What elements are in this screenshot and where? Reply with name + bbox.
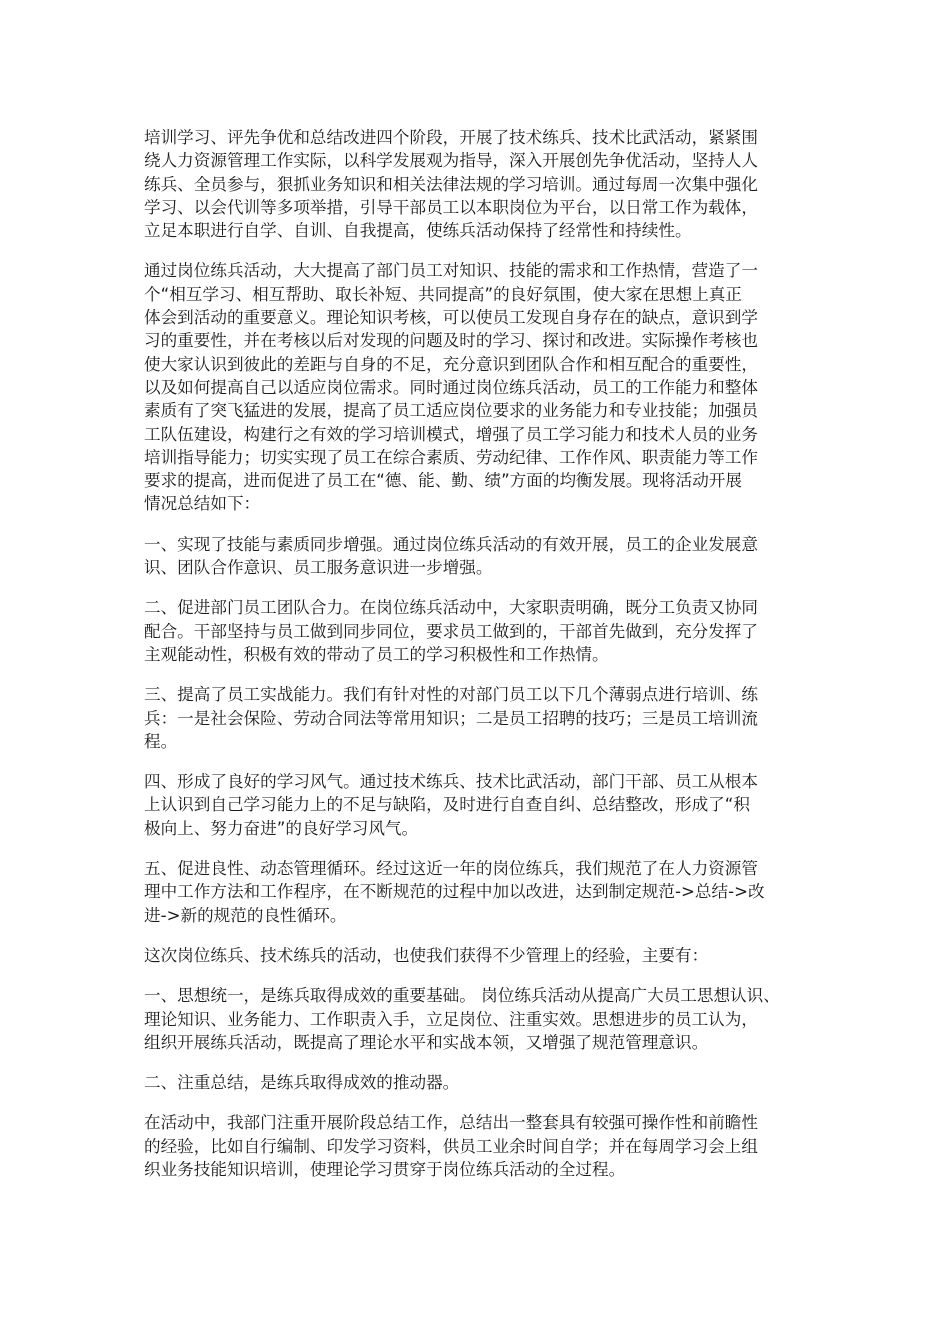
text-line: 培训学习、评先争优和总结改进四个阶段，开展了技术练兵、技术比武活动，紧紧围	[144, 128, 758, 147]
paragraph	[144, 770, 808, 840]
text-line: 进->新的规范的良性循环。	[144, 905, 347, 925]
document-body	[144, 126, 808, 1198]
text-line: 立足本职进行自学、自训、自我提高，使练兵活动保持了经常性和持续性。	[144, 221, 692, 241]
paragraph	[144, 984, 808, 1054]
text-line: 理中工作方法和工作程序，在不断规范的过程中加以改进，达到制定规范->总结->改	[144, 882, 765, 902]
text-line: 二、注重总结，是练兵取得成效的推动器。	[144, 1073, 460, 1093]
paragraph	[144, 1111, 808, 1181]
text-line: 在活动中，我部门注重开展阶段总结工作，总结出一整套具有较强可操作性和前瞻性	[144, 1113, 758, 1133]
paragraph	[144, 533, 808, 580]
text-line: 三、提高了员工实战能力。我们有针对性的对部门员工以下几个薄弱点进行培训、练	[144, 685, 758, 705]
text-line: 情况总结如下：	[144, 494, 261, 514]
paragraph	[144, 944, 808, 967]
text-line: 学习、以会代训等多项举措，引导干部员工以本职岗位为平台，以日常工作为载体，	[144, 197, 758, 217]
text-line: 素质有了突飞猛进的发展，提高了员工适应岗位要求的业务能力和专业技能；加强员	[144, 401, 758, 421]
text-line: 使大家认识到彼此的差距与自身的不足，充分意识到团队合作和相互配合的重要性，	[144, 354, 758, 374]
text-line: 绕人力资源管理工作实际，以科学发展观为指导，深入开展创先争优活动，坚持人人	[144, 151, 758, 171]
text-line: 通过岗位练兵活动，大大提高了部门员工对知识、技能的需求和工作热情，营造了一	[144, 261, 758, 281]
text-line: 个“相互学习、相互帮助、取长补短、共同提高”的良好氛围，使大家在思想上真正	[144, 284, 742, 304]
text-line: 五、促进良性、动态管理循环。经过这近一年的岗位练兵，我们规范了在人力资源管	[144, 859, 758, 879]
text-line: 兵：一是社会保险、劳动合同法等常用知识；二是员工招聘的技巧；三是员工培训流	[144, 708, 758, 728]
text-line: 上认识到自己学习能力上的不足与缺陷，及时进行自查自纠、总结整改，形成了“积	[144, 795, 750, 815]
paragraph	[144, 683, 808, 753]
text-line: 要求的提高，进而促进了员工在“德、能、勤、绩”方面的均衡发展。现将活动开展	[144, 471, 742, 491]
text-line: 的经验，比如自行编制、印发学习资料，供员工业余时间自学；并在每周学习会上组	[144, 1136, 758, 1156]
text-line: 以及如何提高自己以适应岗位需求。同时通过岗位练兵活动，员工的工作能力和整体	[144, 377, 758, 397]
text-line: 二、促进部门员工团队合力。在岗位练兵活动中，大家职责明确，既分工负责又协同	[144, 598, 758, 618]
text-line: 体会到活动的重要意义。理论知识考核，可以使员工发现自身存在的缺点，意识到学	[144, 308, 758, 328]
text-line: 工队伍建设，构建行之有效的学习培训模式，增强了员工学习能力和技术人员的业务	[144, 424, 758, 444]
text-line: 配合。干部坚持与员工做到同步同位，要求员工做到的，干部首先做到，充分发挥了	[144, 621, 758, 641]
text-line: 主观能动性，积极有效的带动了员工的学习积极性和工作热情。	[144, 644, 609, 664]
paragraph	[144, 1071, 808, 1094]
text-line: 识、团队合作意识、员工服务意识进一步增强。	[144, 558, 493, 578]
text-line: 这次岗位练兵、技术练兵的活动，也使我们获得不少管理上的经验，主要有：	[144, 945, 709, 965]
text-line: 四、形成了良好的学习风气。通过技术练兵、技术比武活动，部门干部、员工从根本	[144, 772, 758, 792]
paragraph	[144, 596, 808, 666]
text-line: 组织开展练兵活动，既提高了理论水平和实战本领，又增强了规范管理意识。	[144, 1032, 709, 1052]
text-line: 程。	[144, 731, 178, 751]
paragraph	[144, 857, 808, 927]
text-line: 极向上、努力奋进”的良好学习风气。	[144, 818, 419, 838]
paragraph	[144, 126, 808, 242]
text-line: 练兵、全员参与，狠抓业务知识和相关法律法规的学习培训。通过每周一次集中强化	[144, 174, 758, 194]
paragraph	[144, 259, 808, 515]
text-line: 理论知识、业务能力、工作职责入手，立足岗位、注重实效。思想进步的员工认为，	[144, 1009, 758, 1029]
text-line: 习的重要性，并在考核以后对发现的问题及时的学习、探讨和改进。实际操作考核也	[144, 331, 758, 351]
text-line: 一、实现了技能与素质同步增强。通过岗位练兵活动的有效开展，员工的企业发展意	[144, 534, 758, 554]
text-line: 培训指导能力；切实实现了员工在综合素质、劳动纪律、工作作风、职责能力等工作	[144, 447, 758, 467]
text-line: 织业务技能知识培训，使理论学习贯穿于岗位练兵活动的全过程。	[144, 1159, 626, 1179]
text-line: 一、思想统一，是练兵取得成效的重要基础。 岗位练兵活动从提高广大员工思想认识、	[144, 986, 780, 1006]
